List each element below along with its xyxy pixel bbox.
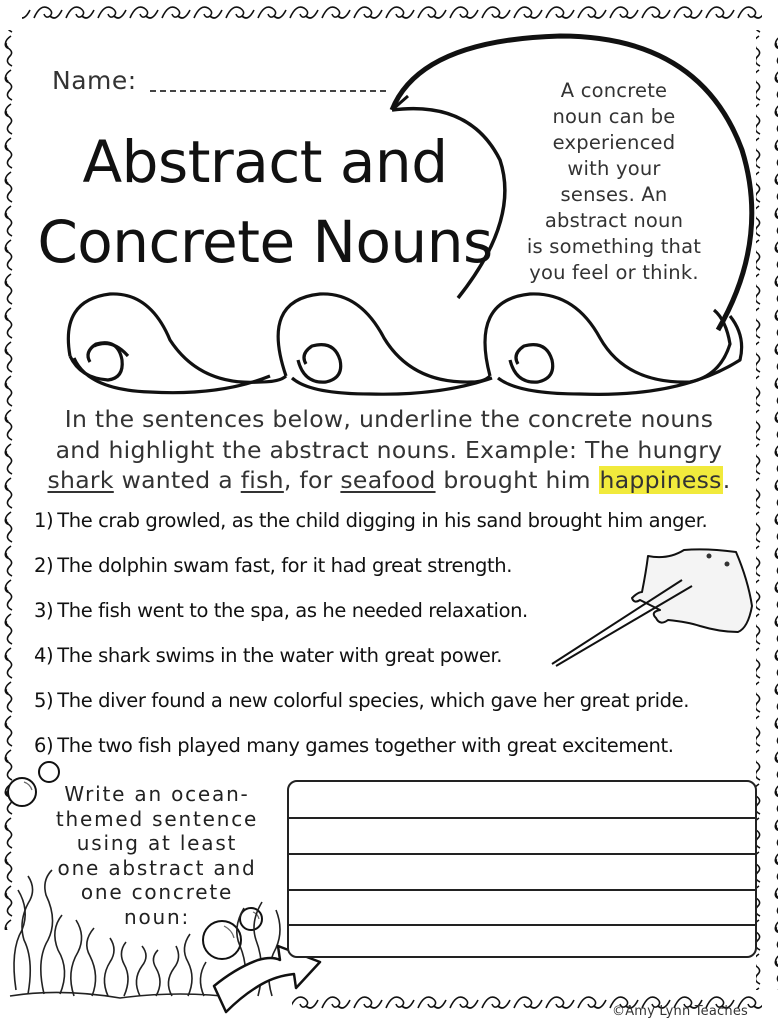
sentence-number: 2): [34, 554, 54, 577]
answer-line[interactable]: [289, 924, 755, 926]
example-text: .: [722, 466, 731, 494]
example-text: brought him: [435, 466, 599, 494]
prompt-line: noun:: [123, 904, 190, 929]
example-concrete-noun: seafood: [340, 466, 436, 494]
sentence-number: 1): [34, 509, 54, 532]
answer-line[interactable]: [289, 817, 755, 819]
example-concrete-noun: fish: [240, 466, 284, 494]
example-abstract-noun-highlight: happiness: [599, 466, 722, 494]
sentence-text[interactable]: The diver found a new colorful species, which gave her great pride.: [57, 689, 690, 712]
definition-line: abstract noun: [544, 209, 684, 232]
definition-line: noun can be: [552, 105, 676, 128]
sentence-item[interactable]: [34, 549, 764, 594]
sentence-item[interactable]: [34, 729, 764, 774]
prompt-line: one concrete: [80, 880, 234, 904]
sentence-text[interactable]: The crab growled, as the child digging in his sand brought him anger.: [57, 509, 708, 532]
definition-line: you feel or think.: [529, 261, 699, 284]
sentence-number: 5): [34, 689, 54, 712]
instructions-line-2: and highlight the abstract nouns. Example: The hungry: [55, 435, 723, 464]
definition-line: is something that: [526, 235, 702, 258]
answer-line[interactable]: [289, 889, 755, 891]
definition-line: A concrete: [560, 79, 668, 102]
sentence-number: 6): [34, 734, 54, 757]
title-line-1: Abstract and: [82, 128, 448, 196]
example-sentence: [26, 465, 752, 496]
sentence-item[interactable]: [34, 639, 764, 684]
example-text: , for: [283, 466, 341, 494]
sentence-item[interactable]: [34, 504, 764, 549]
answer-line[interactable]: [289, 853, 755, 855]
definition-line: experienced: [552, 131, 676, 154]
instructions-line-1: In the sentences below, underline the concrete nouns: [64, 405, 714, 433]
page-title: [30, 122, 500, 282]
definition-line: with your: [567, 157, 661, 180]
sentence-text[interactable]: The dolphin swam fast, for it had great strength.: [57, 554, 513, 577]
sentence-number: 4): [34, 644, 54, 667]
sentence-list: [34, 504, 764, 774]
example-concrete-noun: shark: [47, 466, 114, 494]
sentence-text[interactable]: The shark swims in the water with great power.: [57, 644, 503, 667]
answer-writing-box[interactable]: [287, 780, 757, 958]
sentence-text[interactable]: The two fish played many games together with great excitement.: [57, 734, 674, 757]
sentence-item[interactable]: [34, 684, 764, 729]
prompt-line: using at least: [76, 831, 238, 855]
title-line-2: Concrete Nouns: [37, 208, 493, 276]
prompt-line: Write an ocean-: [64, 782, 250, 806]
sentence-text[interactable]: The fish went to the spa, as he needed relaxation.: [57, 599, 528, 622]
definition-text: [512, 78, 716, 286]
prompt-line: themed sentence: [55, 806, 259, 831]
copyright-text: ©Amy Lynn Teaches: [612, 1004, 748, 1019]
writing-prompt: [48, 782, 266, 929]
instructions: [26, 404, 752, 496]
name-input-line[interactable]: [150, 90, 386, 92]
sentence-number: 3): [34, 599, 54, 622]
name-label: Name:: [52, 66, 137, 95]
prompt-line: one abstract and: [57, 855, 257, 880]
definition-line: senses. An: [560, 183, 668, 206]
example-text: wanted a: [113, 466, 241, 494]
sentence-item[interactable]: [34, 594, 764, 639]
